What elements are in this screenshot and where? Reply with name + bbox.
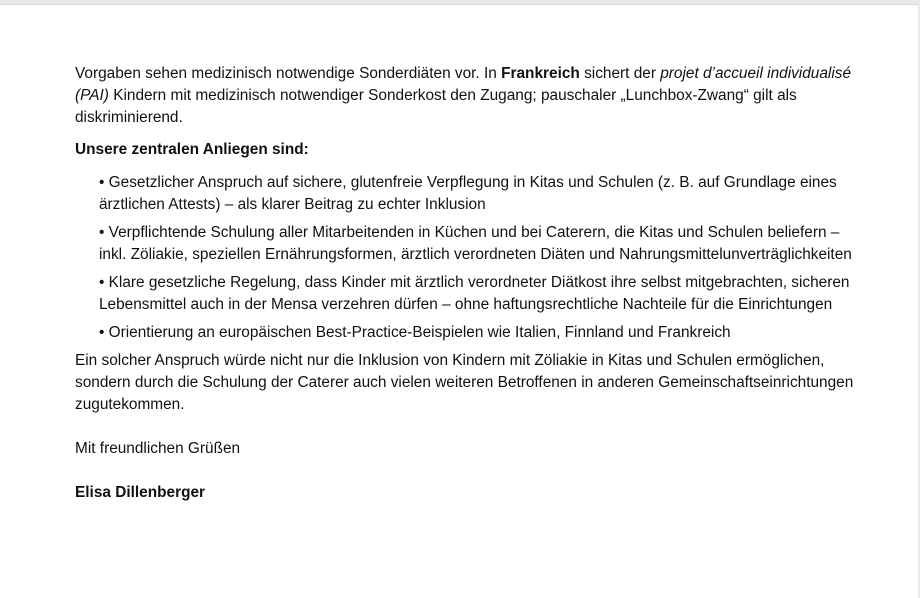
intro-text-3: Kindern mit medizinisch notwendiger Sonderkost den Zugang; pauschaler „Lunchbox-Zwang“ gilt als diskriminierend. (75, 87, 797, 126)
intro-paragraph (75, 63, 865, 129)
list-item: • Gesetzlicher Anspruch auf sichere, glutenfreie Verpflegung in Kitas und Schulen (z. B. auf Grundlage eines ärztlichen Attests) – als klarer Beitrag zu echter Inklusion (99, 174, 837, 213)
signature: Elisa Dillenberger (75, 484, 206, 501)
document-page (0, 4, 918, 598)
intro-text-2: sichert der (579, 65, 661, 82)
intro-bold-country: Frankreich (501, 65, 580, 82)
closing-paragraph: Ein solcher Anspruch würde nicht nur die Inklusion von Kindern mit Zöliakie in Kitas und Schulen ermöglichen, sondern durch die Schulung der Caterer auch vielen weiteren Betroffenen in anderen Gemeinschaftseinrichtungen zugutekommen. (75, 352, 854, 413)
intro-text-1: Vorgaben sehen medizinisch notwendige Sonderdiäten vor. In (75, 65, 502, 82)
demands-list (75, 172, 865, 344)
list-item: • Orientierung an europäischen Best-Practice-Beispielen wie Italien, Finnland und Frankreich (99, 324, 731, 341)
list-item: • Klare gesetzliche Regelung, dass Kinder mit ärztlich verordneter Diätkost ihre selbst mitgebrachten, sicheren Lebensmittel auch in der Mensa verzehren dürfen – ohne haftungsrechtliche Nachteile für die Einrichtungen (99, 274, 850, 313)
section-heading: Unsere zentralen Anliegen sind: (75, 141, 309, 158)
list-item: • Verpflichtende Schulung aller Mitarbeitenden in Küchen und bei Caterern, die Kitas und Schulen beliefern – inkl. Zöliakie, speziellen Ernährungsformen, ärztlich verordneten Diäten und Nahrungsmittelunverträglichkeiten (99, 224, 852, 263)
intro-italic-term: projet d’accueil individualisé (PAI) (75, 65, 852, 104)
letter-body (75, 63, 865, 504)
greeting: Mit freundlichen Grüßen (75, 440, 241, 457)
